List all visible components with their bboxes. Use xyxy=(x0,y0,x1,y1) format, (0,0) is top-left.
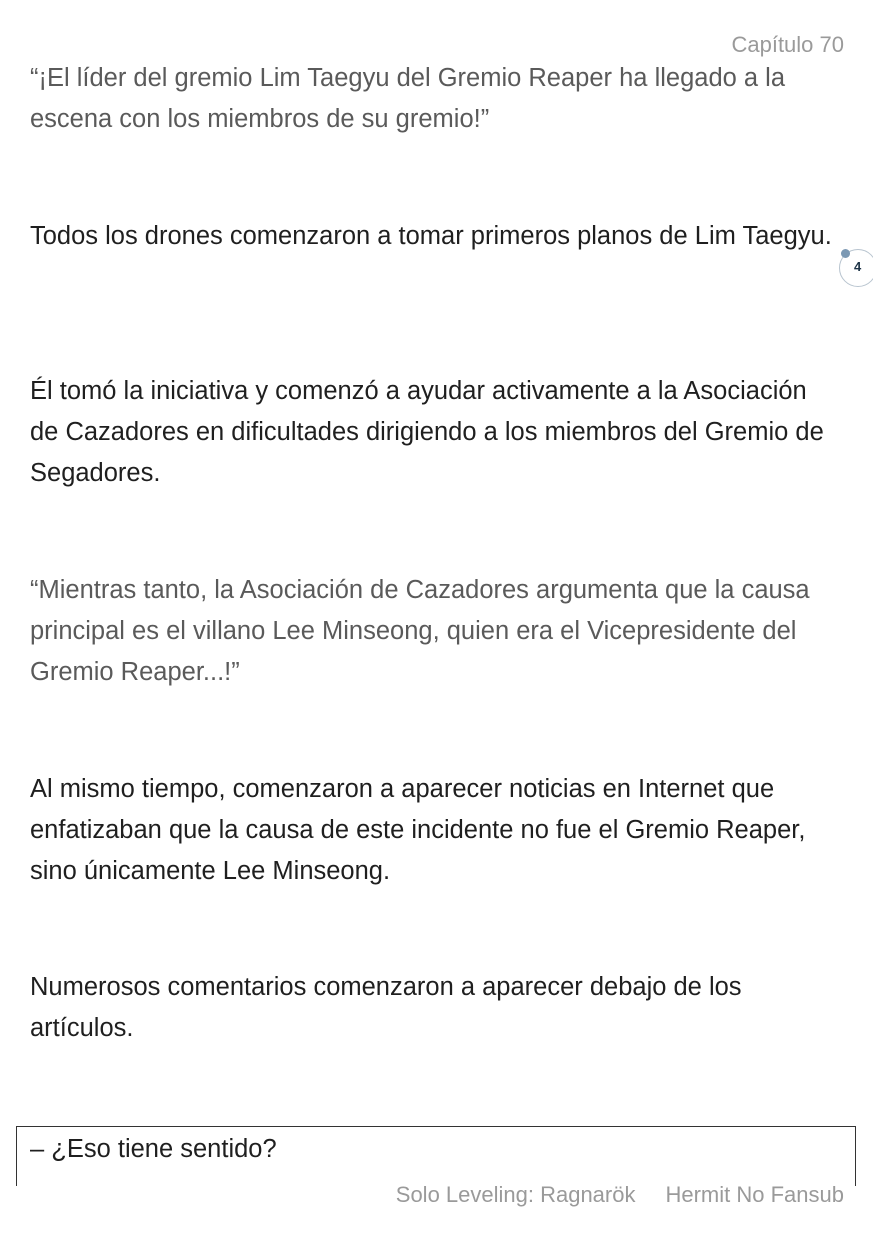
paragraph-3: Él tomó la iniciativa y comenzó a ayudar activamente a la Asociación de Cazadores en dificultades dirigiendo a los miembros del Gremio de Segadores. xyxy=(30,377,824,487)
paragraph-4: “Mientras tanto, la Asociación de Cazadores argumenta que la causa principal es el villano Lee Minseong, quien era el Vicepresidente del Gremio Reaper...!” xyxy=(30,576,810,686)
paragraph-5: Al mismo tiempo, comenzaron a aparecer noticias en Internet que enfatizaban que la causa de este incidente no fue el Gremio Reaper, sino únicamente Lee Minseong. xyxy=(30,775,806,885)
footer xyxy=(396,1182,844,1208)
comment-box xyxy=(16,1126,856,1186)
footer-group: Hermit No Fansub xyxy=(665,1182,844,1207)
page-number-badge[interactable] xyxy=(839,249,873,287)
paragraph-1: “¡El líder del gremio Lim Taegyu del Gremio Reaper ha llegado a la escena con los miembros de su gremio!” xyxy=(30,64,786,133)
footer-series: Solo Leveling: Ragnarök xyxy=(395,1182,636,1207)
paragraph-6: Numerosos comentarios comenzaron a aparecer debajo de los artículos. xyxy=(30,973,742,1042)
paragraph-2: Todos los drones comenzaron a tomar primeros planos de Lim Taegyu. xyxy=(30,222,832,250)
badge-dot-icon xyxy=(841,249,850,258)
comment-text: – ¿Eso tiene sentido? xyxy=(30,1135,277,1163)
chapter-header: Capítulo 70 xyxy=(731,32,844,57)
badge-number: 4 xyxy=(854,259,862,274)
